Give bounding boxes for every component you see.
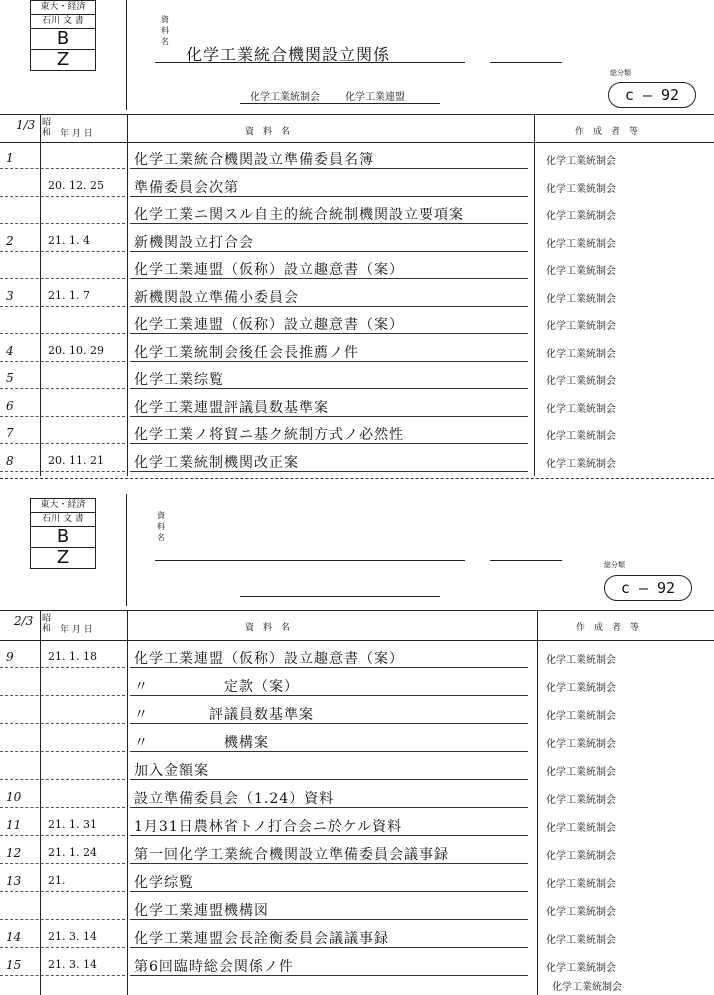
row-author: 化学工業統制会 — [546, 376, 616, 387]
stamp-collection: 石川 文 書 — [31, 15, 95, 29]
header-date: 年 月 日 — [60, 625, 93, 635]
row-number: 14 — [6, 930, 22, 944]
table-row — [0, 449, 714, 477]
row-title: 化学工業連盟（仮称）設立趣意書（案） — [134, 651, 404, 667]
row-title: 第一回化学工業統合機関設立準備委員会議事録 — [134, 847, 449, 863]
stamp-letter-z: Z — [56, 547, 70, 568]
row-author: 化学工業統制会 — [546, 238, 616, 250]
row-date: 21. 1. 24 — [48, 846, 97, 859]
row-date: 21. 1. 18 — [48, 650, 97, 663]
row-title: 化学工業統合機関設立準備委員名簿 — [134, 152, 374, 168]
row-author: 化学工業統制会 — [546, 348, 616, 360]
header-era: 昭和 — [42, 118, 52, 138]
row-title: 化学工業統制会後任会長推薦ノ件 — [134, 344, 359, 361]
row-author: 化学工業統制会 — [546, 655, 616, 666]
row-date: 21. 3. 14 — [48, 958, 97, 971]
stamp-collection: 石川 文 書 — [31, 513, 95, 527]
stamp-university: 東大・経済 — [31, 1, 95, 15]
row-title: 化学工業連盟（仮称）設立趣意書（案） — [134, 317, 404, 333]
table-row — [0, 785, 714, 813]
table-row — [0, 229, 714, 257]
row-author: 化学工業統制会 — [546, 156, 616, 167]
row-title: 化学工業連盟機構図 — [134, 903, 269, 919]
page-fraction: 2/3 — [14, 614, 34, 628]
table-row — [0, 925, 714, 953]
row-author: 化学工業統制会 — [546, 458, 616, 470]
table-row — [0, 421, 714, 449]
row-number: 5 — [6, 371, 14, 385]
material-name-label: 資料名 — [157, 511, 165, 542]
row-title: 化学工業ニ関スル自主的統合統制機関設立要項案 — [134, 207, 464, 223]
row-title: 化学工業連盟会長詮衡委員会議議事録 — [134, 931, 389, 947]
row-number: 10 — [6, 790, 22, 804]
row-number: 11 — [6, 818, 22, 832]
page-fraction: 1/3 — [16, 118, 36, 132]
table-row — [0, 284, 714, 312]
row-date: 21. 1. 7 — [48, 288, 90, 302]
header-author: 作 成 者 等 — [576, 623, 640, 633]
row-date: 21. — [48, 874, 66, 887]
row-title: 新機関設立準備小委員会 — [134, 289, 299, 306]
row-author: 化学工業統制会 — [546, 795, 616, 806]
table-row — [0, 953, 714, 981]
row-title: 化学综覧 — [134, 875, 194, 891]
row-number: 8 — [6, 453, 14, 468]
table-row — [0, 729, 714, 757]
table-row — [0, 256, 714, 284]
table-row — [0, 146, 714, 174]
row-author: 化学工業統制会 — [546, 963, 616, 974]
row-number: 7 — [6, 426, 14, 440]
row-author: 化学工業統制会 — [546, 266, 616, 277]
classification-code: c — 92 — [604, 575, 692, 601]
row-number: 15 — [6, 958, 22, 972]
header-era: 昭和 — [42, 614, 52, 634]
table-row — [0, 645, 714, 673]
stamp-letter-z: Z — [56, 49, 70, 70]
row-title: 〃 機構案 — [134, 735, 269, 751]
row-title: 〃 評議員数基準案 — [134, 707, 314, 723]
subtitle-federation: 化学工業連盟 — [345, 92, 405, 103]
header-author: 作 成 者 等 — [575, 127, 639, 137]
header-title: 資 料 名 — [245, 623, 291, 633]
row-author: 化学工業統制会 — [546, 403, 616, 415]
row-author: 化学工業統制会 — [546, 431, 616, 442]
row-author: 化学工業統制会 — [546, 211, 616, 222]
row-date: 21. 1. 31 — [48, 818, 97, 831]
row-author: 化学工業統制会 — [546, 711, 616, 722]
classification-code: c — 92 — [608, 82, 696, 108]
row-number: 4 — [6, 343, 14, 358]
row-number: 13 — [6, 874, 22, 888]
table-row — [0, 897, 714, 925]
table-row — [0, 673, 714, 701]
header-date: 年 月 日 — [60, 129, 93, 139]
row-number: 1 — [6, 151, 14, 165]
row-title: 化学工業連盟評議員数基準案 — [134, 399, 329, 416]
row-author: 化学工業統制会 — [546, 879, 616, 890]
row-title: 準備委員会次第 — [134, 179, 239, 196]
stamp-university: 東大・経済 — [31, 499, 95, 513]
archive-stamp — [30, 498, 96, 569]
row-author: 化学工業統制会 — [546, 907, 616, 918]
row-number: 12 — [6, 846, 22, 860]
header-title: 資 料 名 — [245, 127, 291, 137]
row-title: 1月31日農林省トノ打合会ニ於ケル資料 — [134, 819, 403, 835]
row-title: 化学工業統制機関改正案 — [134, 454, 299, 471]
table-row — [0, 201, 714, 229]
row-title: 〃 定款（案） — [134, 679, 299, 695]
row-title: 設立準備委員会（1.24）資料 — [134, 791, 335, 807]
row-number: 6 — [6, 398, 14, 413]
archive-stamp — [30, 0, 96, 71]
row-number: 3 — [6, 288, 14, 303]
row-title: 加入金額案 — [134, 763, 209, 779]
row-author: 化学工業統制会 — [546, 739, 616, 750]
row-date: 20. 10. 29 — [48, 343, 104, 357]
table-row — [0, 813, 714, 841]
row-number: 2 — [6, 233, 14, 248]
extra-author: 化学工業統制会 — [552, 982, 622, 993]
table-row — [0, 869, 714, 897]
row-title: 新機関設立打合会 — [134, 234, 254, 251]
table-row — [0, 701, 714, 729]
document-title: 化学工業統合機関設立関係 — [186, 45, 391, 64]
row-date: 20. 11. 21 — [48, 453, 104, 467]
row-date: 20. 12. 25 — [48, 178, 104, 192]
row-title: 化学工業連盟（仮称）設立趣意書（案） — [134, 262, 404, 278]
row-date: 21. 1. 4 — [48, 233, 90, 247]
row-author: 化学工業統制会 — [546, 321, 616, 332]
row-title: 第6回臨時総会関係ノ件 — [134, 959, 294, 975]
row-number: 9 — [6, 650, 14, 664]
row-title: 化学工業ノ将貿ニ基ク統制方式ノ必然性 — [134, 427, 404, 443]
table-row — [0, 841, 714, 869]
row-author: 化学工業統制会 — [546, 935, 616, 946]
stamp-letter-b: B — [31, 527, 95, 548]
classification-label: 総分類 — [604, 561, 625, 569]
row-date: 21. 3. 14 — [48, 930, 97, 943]
table-row — [0, 311, 714, 339]
row-title: 化学工業综覧 — [134, 372, 224, 388]
row-author: 化学工業統制会 — [546, 823, 616, 834]
row-author: 化学工業統制会 — [546, 683, 616, 694]
stamp-letter-b: B — [31, 29, 95, 50]
material-name-label: 資料名 — [161, 15, 169, 46]
classification-label: 総分類 — [610, 69, 631, 77]
row-author: 化学工業統制会 — [546, 767, 616, 778]
table-row — [0, 174, 714, 202]
table-row — [0, 339, 714, 367]
row-author: 化学工業統制会 — [546, 183, 616, 195]
table-row — [0, 366, 714, 394]
row-author: 化学工業統制会 — [546, 293, 616, 305]
subtitle-control-association: 化学工業統制会 — [250, 92, 320, 103]
table-row — [0, 394, 714, 422]
table-row — [0, 757, 714, 785]
row-author: 化学工業統制会 — [546, 851, 616, 862]
